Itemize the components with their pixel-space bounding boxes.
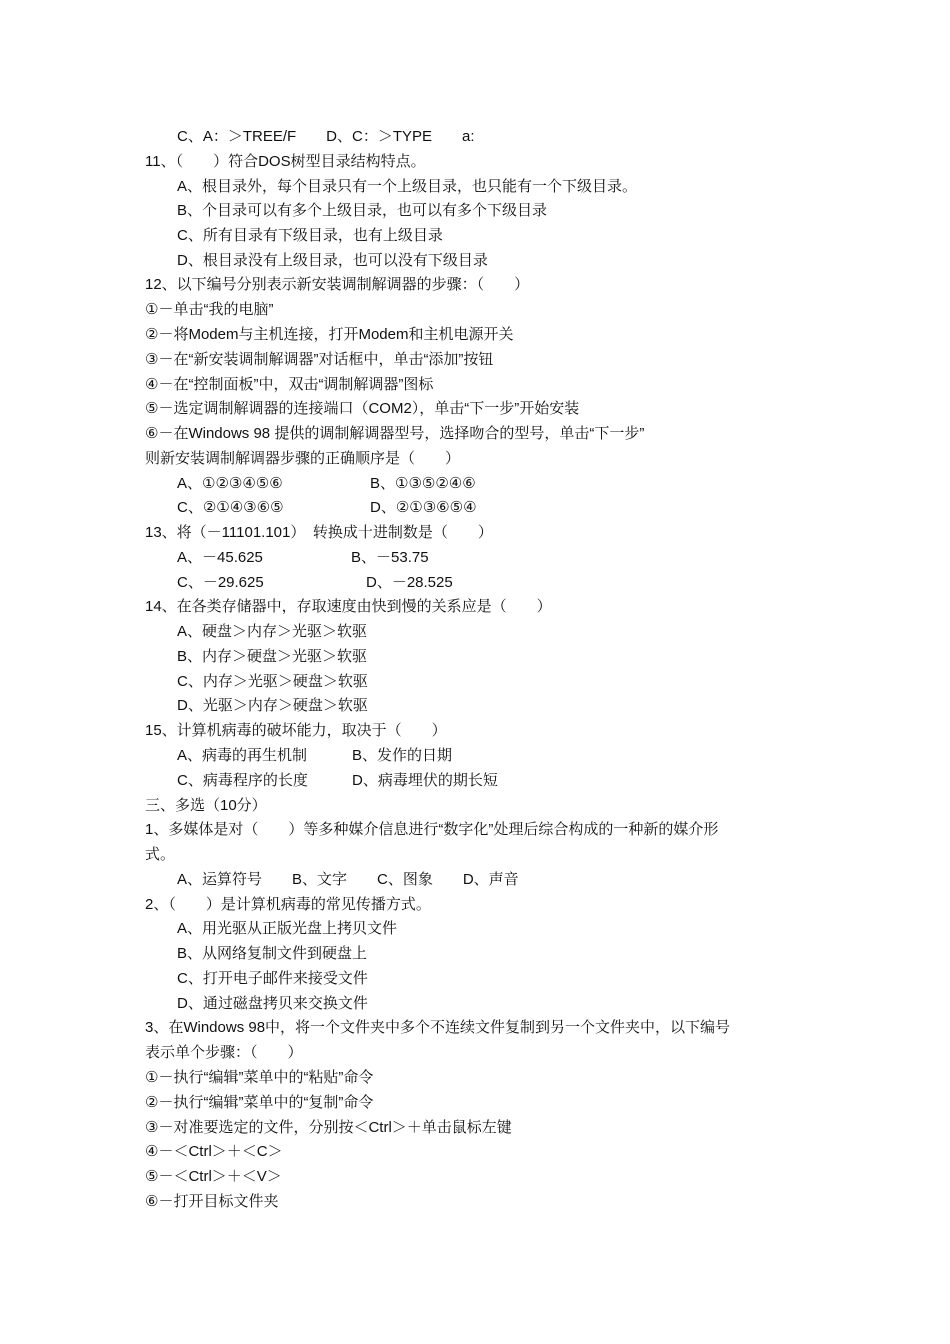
question-13: 13、将（－11101.101） 转换成十进制数是（ ）	[145, 524, 493, 541]
option-a: A、用光驱从正版光盘上拷贝文件	[177, 920, 398, 937]
step-4: ④－在“控制面板”中，双击“调制解调器”图标	[145, 376, 434, 393]
step-2: ②－将Modem与主机连接，打开Modem和主机电源开关	[145, 326, 514, 343]
step-3: ③－在“新安装调制解调器”对话框中，单击“添加”按钮	[145, 351, 494, 368]
multi-question-3-cont: 表示单个步骤：（ ）	[145, 1044, 303, 1061]
step-3: ③－对准要选定的文件，分别按＜Ctrl＞＋单击鼠标左键	[145, 1119, 512, 1136]
step-2: ②－执行“编辑”菜单中的“复制”命令	[145, 1094, 374, 1111]
step-5: ⑤－＜Ctrl＞＋＜V＞	[145, 1168, 282, 1185]
question-14: 14、在各类存储器中，存取速度由快到慢的关系应是（ ）	[145, 598, 552, 615]
option-d: D、光驱＞内存＞硬盘＞软驱	[177, 697, 368, 714]
option-b: B、－53.75	[351, 549, 429, 566]
option-c: C、所有目录有下级目录，也有上级目录	[177, 227, 443, 244]
multi-question-2: 2、（ ）是计算机病毒的常见传播方式。	[145, 896, 431, 913]
option-b: B、发作的日期	[352, 747, 453, 764]
question-11: 11、（ ）符合DOS树型目录结构特点。	[145, 153, 426, 170]
option-a: A、硬盘＞内存＞光驱＞软驱	[177, 623, 368, 640]
option-a: A、病毒的再生机制	[177, 747, 308, 764]
option-a: A、－45.625	[177, 549, 263, 566]
step-5: ⑤－选定调制解调器的连接端口（COM2），单击“下一步”开始安装	[145, 400, 580, 417]
step-1: ①－执行“编辑”菜单中的“粘贴”命令	[145, 1069, 374, 1086]
question-12: 12、以下编号分别表示新安装调制解调器的步骤：（ ）	[145, 276, 530, 293]
option-c: C、病毒程序的长度	[177, 772, 308, 789]
option-d: D、②①③⑥⑤④	[370, 499, 477, 516]
option-a: A、根目录外，每个目录只有一个上级目录，也只能有一个下级目录。	[177, 178, 638, 195]
option-b: B、从网络复制文件到硬盘上	[177, 945, 368, 962]
step-1: ①－单击“我的电脑”	[145, 301, 274, 318]
text-line: C、A：＞TREE/F D、C：＞TYPE a:	[177, 128, 475, 145]
step-4: ④－＜Ctrl＞＋＜C＞	[145, 1143, 283, 1160]
option-d: D、通过磁盘拷贝来交换文件	[177, 995, 368, 1012]
option-c: C、打开电子邮件来接受文件	[177, 970, 368, 987]
question-prompt: 则新安装调制解调器步骤的正确顺序是（ ）	[145, 450, 461, 467]
option-a: A、①②③④⑤⑥	[177, 475, 283, 492]
option-b: B、①③⑤②④⑥	[370, 475, 476, 492]
option-b: B、个目录可以有多个上级目录，也可以有多个下级目录	[177, 202, 548, 219]
option-c: C、－29.625	[177, 574, 264, 591]
multi-question-1: 1、多媒体是对（ ）等多种媒介信息进行“数字化”处理后综合构成的一种新的媒介形	[145, 821, 719, 838]
multi-question-1-cont: 式。	[145, 846, 176, 863]
step-6: ⑥－打开目标文件夹	[145, 1193, 279, 1210]
option-d: D、－28.525	[366, 574, 453, 591]
options-line: A、运算符号 B、文字 C、图象 D、声音	[177, 871, 519, 888]
option-d: D、病毒埋伏的期长短	[352, 772, 498, 789]
option-d: D、根目录没有上级目录，也可以没有下级目录	[177, 252, 488, 269]
step-6: ⑥－在Windows 98 提供的调制解调器型号，选择吻合的型号，单击“下一步”	[145, 425, 645, 442]
option-b: B、内存＞硬盘＞光驱＞软驱	[177, 648, 368, 665]
question-15: 15、计算机病毒的破坏能力，取决于（ ）	[145, 722, 447, 739]
option-c: C、②①④③⑥⑤	[177, 499, 284, 516]
option-c: C、内存＞光驱＞硬盘＞软驱	[177, 673, 368, 690]
multi-question-3: 3、在Windows 98中，将一个文件夹中多个不连续文件复制到另一个文件夹中，以下编号	[145, 1019, 731, 1036]
section-heading: 三、多选（10分）	[145, 797, 267, 814]
